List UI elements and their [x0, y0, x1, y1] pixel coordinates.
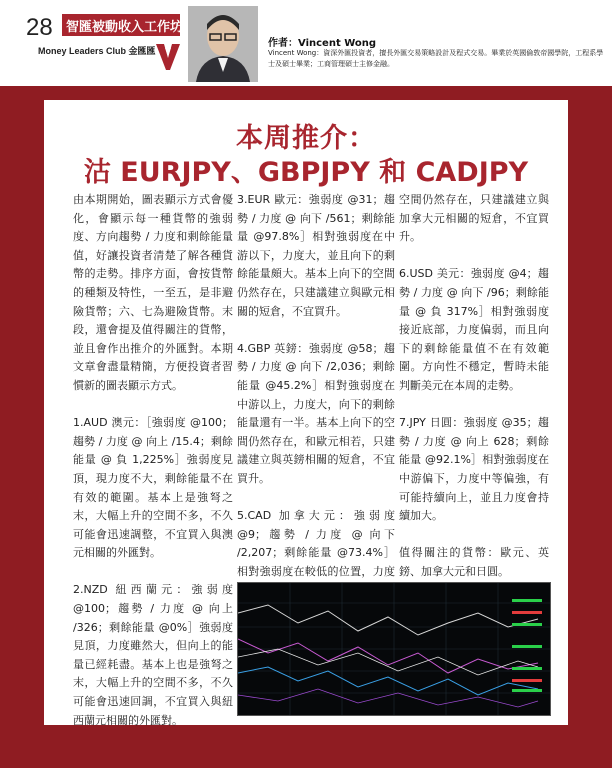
paragraph: 1.AUD 澳元：［強弱度 @100；趨勢 / 力度 @ 向上 /15.4；剩餘能量 @ 負 1,225%］強弱度見頂，現力度不大，剩餘能量不在有效的範圍。基本上是強弩之末，大幅上升的空間不多，不久可能會迅速調整，不宜買入與澳元相關的外匯對。 — [73, 416, 233, 560]
article-title-line2: 沽 EURJPY、GBPJPY 和 CADJPY — [83, 157, 529, 188]
paragraph: 7.JPY 日圓：強弱度 @35；趨勢 / 力度 @ 向上 628；剩餘能量 @92.1%］相對強弱度在中游偏下，力度中等偏強，有可能持續向上，並且力度會持續加大。 — [399, 416, 549, 523]
article-panel — [44, 100, 568, 725]
page-number: 28 — [26, 14, 53, 41]
currency-strength-chart — [237, 582, 551, 716]
paragraph: 3.EUR 歐元：強弱度 @31；趨勢 / 力度 @ 向下 /561；剩餘能量 @97.8%］相對強弱度在中游以下，力度大，並且向下的剩餘能量頗大。基本上向下的空間仍然存在，只建議建立與歐元相關的短倉，不宜買升。 — [237, 193, 395, 318]
page-header — [0, 0, 612, 86]
paragraph: 空間仍然存在，只建議建立與加拿大元相關的短倉，不宜買升。 — [399, 193, 549, 244]
paragraph: 5.CAD 加拿大元：強弱度 @9；趨勢 / 力度 @ 向下 /2,207；剩餘能量 @73.4%］相對強弱度在較低的位置，力度 — [237, 509, 395, 578]
article-title-line1: 本周推介： — [236, 123, 376, 154]
article-column-2 — [237, 191, 395, 637]
paragraph: 由本期開始，圖表顯示方式會優化，會顯示每一種貨幣的強弱度、方向趨勢 / 力度和剩餘能量值，好讓投資者清楚了解各種貨幣的走勢。排序方面，會按貨幣的種類及特性，一至五，是非避險貨幣；六、七為避險貨幣。末段，還會提及值得關注的貨幣，並且會作出推介的外匯對。本期文章會盡量精簡，方便投資者習慣新的圖表顯示方式。 — [73, 193, 233, 392]
column-title: 智匯被動收入工作坊 — [66, 20, 184, 35]
author-photo — [188, 6, 258, 82]
club-name: Money Leaders Club 金匯匯 — [38, 46, 156, 56]
v-logo-icon — [156, 44, 180, 70]
article-column-1 — [73, 191, 233, 749]
chart-graphic — [238, 583, 550, 715]
paragraph: 4.GBP 英鎊：強弱度 @58；趨勢 / 力度 @ 向下 /2,036；剩餘能量 @45.2%］相對強弱度在中游以上，力度大，向下的剩餘能量還有一半。基本上向下的空間仍然存在，和歐元相若，只建議建立與英鎊相關的短倉，不宜買升。 — [237, 341, 395, 485]
paragraph: 6.USD 美元：強弱度 @4；趨勢 / 力度 @ 向下 /96；剩餘能量 @ 負 317%］相對強弱度接近底部，力度偏弱，而且向下的剩餘能量值不在有效範圍。方向性不穩定，暫時未能判斷美元在本周的走勢。 — [399, 267, 549, 392]
paragraph: 值得關注的貨幣：歐元、英鎊、加拿大元和日圓。 — [399, 546, 549, 578]
paragraph: 2.NZD 紐西蘭元：強弱度 @100；趨勢 / 力度 @ 向上 /326；剩餘能量 @0%］強弱度見頂，力度雖然大，但向上的能量已經耗盡。基本上也是強弩之末，大幅上升的空間不多，不久可能會迅速回調，不宜買入與紐西蘭元相關的外匯對。 — [73, 583, 233, 727]
author-name: 作者：Vincent Wong — [268, 38, 377, 49]
author-bio: Vincent Wong：資深外匯投資者，擅長外匯交易策略設計及程式交易。畢業於英國倫敦帝國學院，工程系學士及碩士畢業；工商管理碩士主修金融。 — [268, 49, 604, 68]
